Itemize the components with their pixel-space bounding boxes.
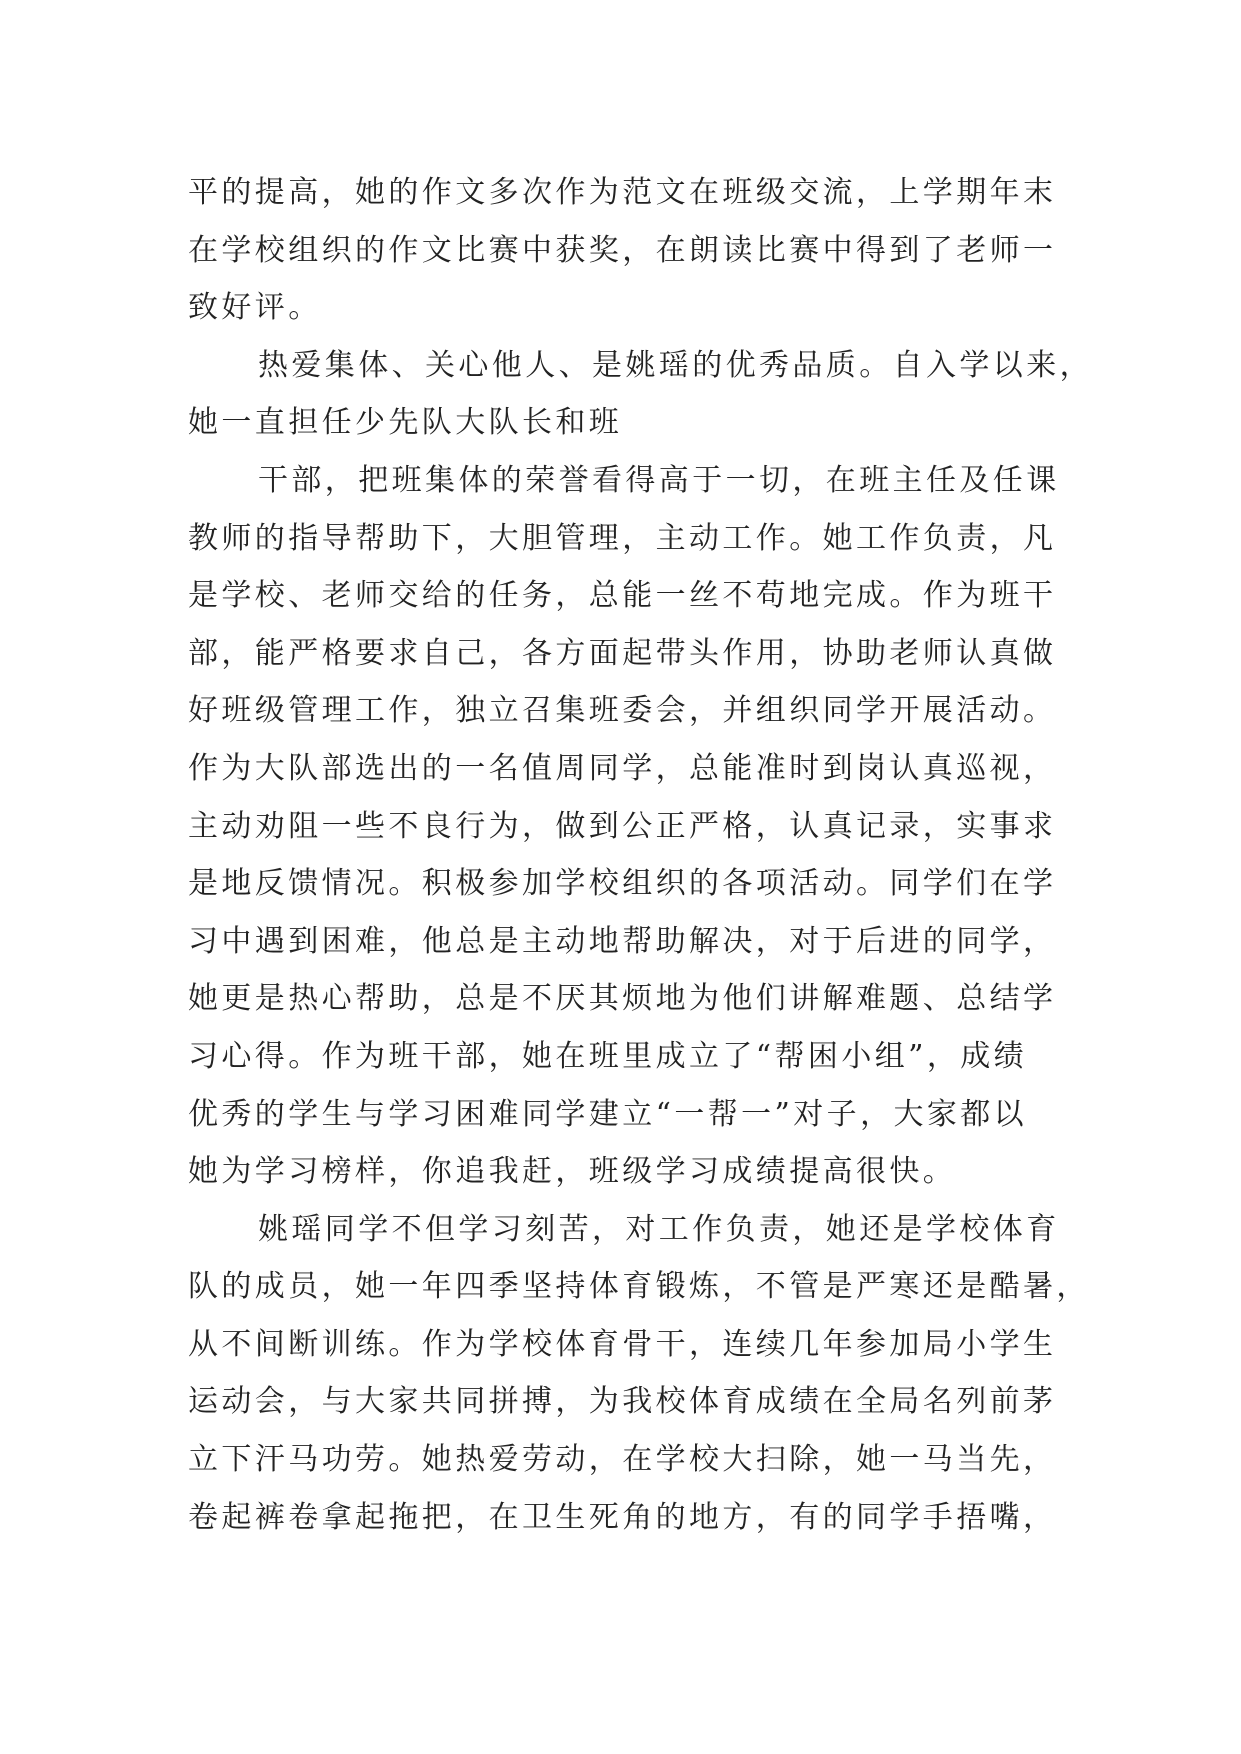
text-line: 她为学习榜样，你追我赶，班级学习成绩提高很快。 [188,1154,957,1190]
text-line: 运动会，与大家共同拼搏，为我校体育成绩在全局名列前茅 [188,1384,1057,1420]
text-line: 部，能严格要求自己，各方面起带头作用，协助老师认真做 [188,635,1057,671]
text-line: 平的提高，她的作文多次作为范文在班级交流，上学期年末 [188,175,1057,210]
document-body [188,164,1093,1546]
text-line: 致好评。 [188,290,322,326]
text-line: 好班级管理工作，独立召集班委会，并组织同学开展活动。 [188,693,1057,729]
text-line: 在学校组织的作文比赛中获奖，在朗读比赛中得到了老师一 [188,232,1057,268]
paragraph-start-line: 热爱集体、关心他人、是姚瑶的优秀品质。自入学以来， [258,347,1093,383]
text-line: 作为大队部选出的一名值周同学，总能准时到岗认真巡视， [188,750,1057,786]
text-line: 习中遇到困难，他总是主动地帮助解决，对于后进的同学， [188,923,1057,959]
paragraph-start-line: 姚瑶同学不但学习刻苦，对工作负责，她还是学校体育 [258,1211,1060,1247]
text-line: 卷起裤卷拿起拖把，在卫生死角的地方，有的同学手捂嘴， [188,1499,1057,1535]
text-line: 立下汗马功劳。她热爱劳动，在学校大扫除，她一马当先， [188,1442,1057,1478]
text-line: 教师的指导帮助下，大胆管理，主动工作。她工作负责，凡 [188,520,1057,556]
text-line: 从不间断训练。作为学校体育骨干，连续几年参加局小学生 [188,1326,1057,1362]
text-line: 是地反馈情况。积极参加学校组织的各项活动。同学们在学 [188,866,1057,902]
text-line: 她更是热心帮助，总是不厌其烦地为他们讲解难题、总结学 [188,981,1057,1017]
text-line: 她一直担任少先队大队长和班 [188,405,623,441]
paragraph-start-line: 干部，把班集体的荣誉看得高于一切，在班主任及任课 [258,462,1060,498]
text-line: 优秀的学生与学习困难同学建立“一帮一”对子，大家都以 [188,1096,1028,1132]
text-line: 是学校、老师交给的任务，总能一丝不苟地完成。作为班干 [188,578,1057,614]
text-line: 队的成员，她一年四季坚持体育锻炼，不管是严寒还是酷暑， [188,1269,1090,1305]
text-line: 习心得。作为班干部，她在班里成立了“帮困小组”，成绩 [188,1038,1028,1074]
text-line: 主动劝阻一些不良行为，做到公正严格，认真记录，实事求 [188,808,1057,844]
